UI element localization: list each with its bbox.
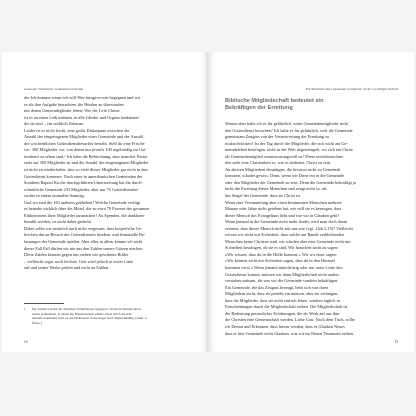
text-line: der Ich-komme-wenn-ich-will-Wer-bringt-es-mir begegnen und wir (24, 95, 141, 100)
text-line: erinnert, dass dieser Mensch nicht mit uns war (vgl. 1Joh 2,19)? Vielleicht (225, 225, 353, 231)
text-line: es als ihre Aufgabe betrachten, die Hürden zu überwinden (24, 101, 124, 107)
left-body-text (24, 95, 195, 272)
text-line: Sicherheit bestätigen, ob sie es sind. Wir brauchen nicht zu sagen: (225, 245, 339, 251)
text-line: ist es an einen Leib mahnen, in alle Glieder und Organe funktionie- (24, 114, 140, 120)
running-head-left: Gesunder Wachstum. Gemeindewachstum (24, 87, 84, 91)
text-line: brechen ihn an Besuch des Gottesdienstes hindern, und finanzielle Be- (24, 232, 146, 238)
text-line: nicht die Errettung dieser Menschen und zeugt nicht so, als (225, 186, 327, 192)
text-line: kommen wirst.« Wenn jemand mittelfristig oder nur unter Leute den (225, 265, 343, 271)
text-line: Die Zahlen wurden der dreieinen Verhältnissen angepasst. Wobei in internen kirch- (32, 307, 142, 311)
text-line: bezahlt werden, ist nicht dabei gedacht. (24, 219, 92, 225)
text-line: vor: 300 Mitglieder vor, von denen nur jeweils 100 regelmäßig im Got- (24, 147, 147, 153)
text-line: den sieht eine Christenheit so, wie es bedeutet, Christ zu sein. (225, 160, 332, 166)
book-spread (0, 52, 416, 352)
text-line: – vielleicht sogar noch leichter. Gott wird jedoch in erster Linie (24, 258, 134, 264)
text-line: Leider ist es nicht leicht, eine große Diskrepanz zwischen der (24, 127, 130, 133)
text-line: ist nicht zu wiederholen, dass so viele dieser Mitglieder gar nicht in den (24, 167, 148, 173)
text-line: dertaufe begründet wird, ist die Diskrepanz in der Regel noch ungleichmäßig. (Anm. d. (32, 316, 148, 321)
text-line: Gottesdienst kommt, müssen wir dann Mitgliedschaft nicht anders (225, 271, 340, 277)
text-line: Entscheidungen durch die Mitgliedschaft stehen. Die Mitgliedschaft ist (225, 304, 348, 310)
text-line: Menschen keine Christen sind, wir würden aber eine Gemeinde nicht mit (225, 238, 351, 244)
text-line: als Gemeindemitglied verantwortungsvoll ist? Diese nichtsbesuchen- (225, 153, 344, 159)
text-line: dass er hier Gemeinde nicht Glauben, was wir im Neuen Testament stehen. (225, 330, 354, 336)
footnote-number: 1 (24, 307, 26, 311)
text-line: Anzahl der eingetragenen Mitglieder einer Gemeinde und der Anzahl (24, 134, 144, 140)
footnote-rule (24, 303, 64, 304)
text-line: schnittliche Gemeinde 233 Mitglieder, aber nur 70 Gottesdienstbe- (24, 186, 139, 192)
right-page (209, 52, 414, 352)
text-line: Und wo sind die 163 anderen geblieben? Welche Gemeinde verfügt (24, 199, 141, 205)
text-line: das Siegel der Gemeinde, dass sie Christ ist. (225, 193, 302, 199)
text-line: lichen Gemeinden, in denen die Mitgliedschaft stärker schon durch die Kin- (32, 311, 133, 316)
text-line: sucher in einem normalen Sonntag. (24, 193, 85, 199)
text-line: Gottesdienst kommen. Nach einer in amerikanischen Gemeinden der (24, 173, 143, 179)
text-line: stolz auf 300 Mitglieder ist und die Anzahl der eingetragenen Mitglieder (24, 160, 149, 166)
text-line: die Christen eine Gemeinschaft werden. Liebe Gott. Nach dem Tisch, sollte (225, 317, 355, 323)
text-line: die da sind – ein wirklich Zuhause. (24, 121, 85, 127)
text-line: Warum aber halte ich es für gefährlich, wenn Gemeindemitglieder nicht (225, 121, 349, 126)
right-body-text (225, 121, 398, 337)
text-line: Dabei sollte wir natürlich auch nicht vergessen, dass körperliche Ge- (24, 225, 143, 231)
section-heading (225, 98, 398, 112)
text-line: Bekräftigen der Errettung (225, 105, 293, 112)
text-line: An aktiven Mitgliedern demütigen, die bewusst nicht zu Gemeinde (225, 166, 341, 172)
text-line: Einkommens ihrer Mitglieder ausmachen? An Spenden, die dankbarer (24, 212, 145, 218)
text-line: Mitgliedern nicht, dass sie perfekt ein müssen, aber sie verlangen, (225, 291, 339, 297)
text-line: kommen, schadet gewiss. Denn, wenn wir Diese ein in die Gemeinde (225, 173, 345, 179)
text-line: tesdienst zu sehen sind.¹ Ich habe die Befürchtung, dass mancher Pastor (24, 153, 148, 159)
text-line: Biblische Mitgliedschaft bedeutet ein (225, 98, 324, 104)
text-line: rücksichtslosen? Ist der Tag durch die Mitglieder, die sich nicht am Ge- (225, 140, 348, 146)
text-line: wissen wir nicht mit Sicherheit, dass solche am Rande verbleibenden (225, 232, 344, 238)
text-line: dieser Fall Fall dürfen wir nie aus den Zahlen unsere Götzen machen. (24, 245, 144, 251)
left-page (2, 52, 207, 352)
text-line: gemeinsam Zeugnis von der Verantwortung der Errettung zu (225, 134, 330, 140)
text-line: Monate oder Jahre nicht gesehen hat, wie will sie es bezeugen, dass (225, 206, 342, 212)
running-head-right: Ein Merkmal einer gesunden Gemeinde: Sicht von Mitgliedschaft (305, 87, 398, 91)
text-line: auf und seiner Werke prüfen und nicht an Zahlen. (24, 265, 110, 271)
text-line: ich Demut und Erkennen, dass hierzu werden, dass es Glauben Neues (225, 323, 345, 329)
text-line: lastungen der Gemeinde spielen. Aber alles in allem könnte ich nicht (24, 239, 143, 245)
text-line: oder den Mitglieder der Gemeinde zu sein. Denn die Gemeinde bekräftigt ja (225, 179, 357, 185)
page-number-left: 14 (24, 340, 28, 344)
text-line: Wenn eine Versammlung aber einen bestimmten Menschen mehrere (225, 199, 342, 205)
text-line: meindeleben beteiligen, nicht in der Welt abgestempelt, wo sich ein Christ (225, 147, 353, 153)
text-line: den Gottesdienst besuchen? Ich halte es für gefährlich, weil die Gemeinde (225, 127, 353, 133)
footnote (24, 307, 195, 325)
text-line: dieser Mensch das Evangelium liebt und wie wir in Glauben geht? (225, 212, 340, 218)
text-line: verstehen müssen, als was wir die Gemeinde sondern bekräftigen. (225, 278, 339, 284)
footnote-text (32, 307, 195, 325)
text-line: die Bedeutung persönlicher Erfahrungen, die als Werk auf aus ihm (225, 310, 340, 316)
text-line: es beinahe wirklich über die Mittel, die zu etwa 70 Prozent des gesamten (24, 206, 150, 212)
text-line: Übers.) (32, 320, 42, 325)
text-line: Ein Gemeinde, die das Zeugnis bezeugt, hebt sich von ihren (225, 284, 329, 290)
text-line: mit denen Gemeindeglieder leben; Wie der Leib Christi (24, 108, 120, 114)
text-line: »Wir wissen, dass du in die Hölle kommst.« Wir wir einer sagen: (225, 251, 337, 257)
text-line: dass die Mitglieder, dass sie nicht einfach leben, sondern täglich in (225, 297, 340, 303)
text-line: »Wir können nicht mit Sicherheit sagen, dass du in den Himmel (225, 258, 335, 264)
text-line: Diese Zahlen können gegen uns stehen wie geschönte Bilder (24, 252, 129, 258)
text-line: Southern Baptist Kirche durchgeführten Untersuchung hat die durch- (24, 180, 143, 186)
text-line: der wöchentlichen Gottesdienstbesucher besteht. Stell dir eine Frische (24, 140, 145, 146)
page-number-right: 15 (394, 340, 398, 344)
text-line: Wenn jemand in die Gemeinde nicht mehr findet, wird man doch daran (225, 219, 348, 225)
